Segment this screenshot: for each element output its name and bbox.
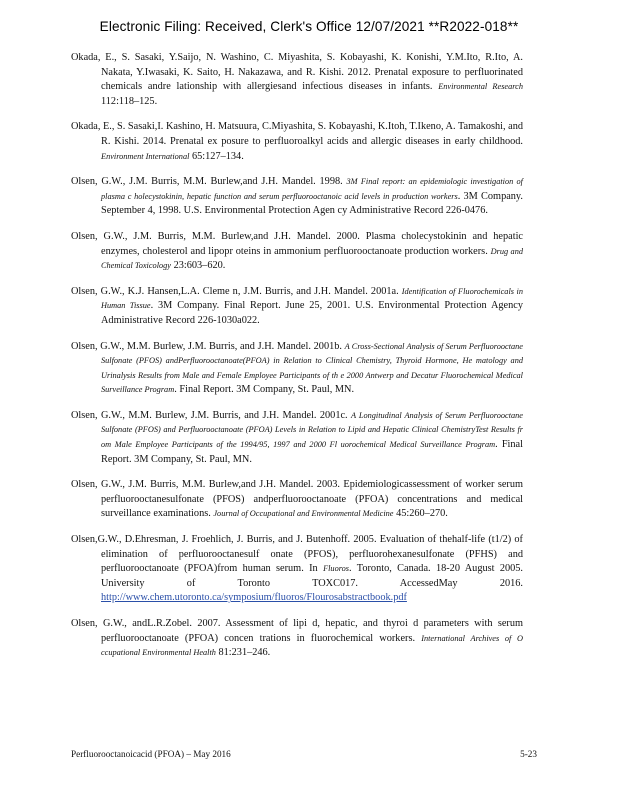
reference-text: Olsen, G.W., M.M. Burlew, J.M. Burris, and J.H. Mandel. 2001c. [71, 409, 348, 421]
reference-entry [71, 409, 523, 467]
reference-text: Olsen, G.W., andL.R.Zobel. 2007. Assessment of lipi d, hepatic, and thyroi d parameters with serum perfluorooctanoate (PFOA) concen trations in fluorochemical workers. [71, 618, 523, 644]
reference-entry [71, 533, 523, 606]
reference-text: Olsen, G.W., K.J. Hansen,L.A. Cleme n, J.M. Burris, and J.H. Mandel. 2001a. [71, 285, 399, 297]
report-title: A Longitudinal Analysis of Serum Perfluorooctane Sulfonate (PFOS) and Perfluorooctanoate (PFOA) Levels in Relation to Lipid and Hepatic Clinical ChemistryTest Results fr om Male Employee Participants of the 1994/95, 1997 and 2000 Fl uorochemical Medical Surveillance Program [101, 410, 523, 450]
reference-list [71, 51, 523, 672]
reference-text: Olsen, G.W., J.M. Burris, M.M. Burlew,and J.H. Mandel. 1998. [71, 176, 343, 188]
reference-citation: . Final Report. 3M Company, St. Paul, MN. [101, 439, 523, 465]
reference-entry [71, 478, 523, 522]
journal-title: Journal of Occupational and Environmental Medicine [213, 509, 394, 519]
reference-entry [71, 340, 523, 398]
reference-citation: . Final Report. 3M Company, St. Paul, MN. [174, 384, 355, 396]
filing-header: Electronic Filing: Received, Clerk's Office 12/07/2021 **R2022-018** [99, 19, 519, 34]
reference-text: Okada, E., S. Sasaki, Y.Saijo, N. Washino, C. Miyashita, S. Kobayashi, K. Konishi, Y.M.Ito, R.Ito, A. Nakata, Y.Iwasaki, K. Saito, H. Nakazawa, and R. Kishi. 2012. Prenatal exposure to perfluorinated chemicals andre lationship with allergiesand infectious diseases in infants. [71, 52, 523, 93]
journal-title: Environmental Research [438, 82, 523, 92]
reference-citation: 23:603–620. [173, 260, 226, 272]
report-title: A Cross-Sectional Analysis of Serum Perfluorooctane Sulfonate (PFOS) andPerfluorooctanoate(PFOA) in Relation to Clinical Chemistry, Thyroid Hormone, He matology and Urinalysis Results from Male and Female Employee Participants of th e 2000 Antwerp and Decatur Fluorochemical Medical Surveillance Program [101, 341, 523, 395]
report-title: 3M Final report: an epidemiologic investigation of plasma c holecystokinin, hepatic function and serum perfluorooctanoic acid levels in production workers [101, 177, 523, 201]
reference-entry [71, 285, 523, 329]
reference-citation: 65:127–134. [192, 150, 244, 162]
reference-url-link[interactable]: http://www.chem.utoronto.ca/symposium/fluoros/Flourosabstractbook.pdf [101, 592, 407, 604]
reference-text: Okada, E., S. Sasaki,I. Kashino, H. Matsuura, C.Miyashita, S. Kobayashi, K.Itoh, T.Ikeno, A. Tamakoshi, and R. Kishi. 2014. Prenatal ex posure to perfluoroalkyl acids and allergic diseases in early childhood. [71, 121, 524, 147]
reference-entry [71, 120, 523, 164]
report-title: Identification of Fluorochemicals in Human Tissue [101, 286, 523, 311]
reference-citation: 112:118–125. [101, 95, 158, 107]
reference-entry [71, 230, 523, 274]
reference-citation: 81:231–246. [218, 647, 271, 659]
reference-text: Olsen, G.W., J.M. Burris, M.M. Burlew,and J.H. Mandel. 2003. Epidemiologicassessment of worker serum perfluorooctanesulfonate (PFOS) andperfluorooctanoate (PFOA) concentrations and medical surveillance examinations. [71, 479, 523, 520]
reference-entry [71, 175, 523, 219]
journal-title: International Archives of O ccupational Environmental Health [101, 633, 523, 658]
reference-citation: . Toronto, Canada. 18-20 August 2005. University of Toronto TOXC017. AccessedMay 2016. [101, 563, 524, 589]
reference-text: Olsen, G.W., J.M. Burris, M.M. Burlew,and J.H. Mandel. 2000. Plasma cholecystokinin and hepatic enzymes, cholesterol and lipopr oteins in ammonium perfluorooctanoate production workers. [71, 230, 523, 257]
reference-citation: . 3M Company. September 4, 1998. U.S. Environmental Protection Agen cy Administrative Record 226-0476. [101, 190, 523, 217]
conference-title: Fluoros [323, 564, 350, 574]
reference-entry [71, 51, 523, 109]
page-number: 5-23 [520, 749, 537, 759]
reference-entry [71, 617, 523, 661]
reference-text: Olsen,G.W., D.Ehresman, J. Froehlich, J. Burris, and J. Butenhoff. 2005. Evaluation of thehalf-life (t1/2) of elimination of perfluorooctanesulf onate (PFOS), perfluorohexanesulfonate (PFHS) and perfluorooctanoate (PFOA)from human serum. In [71, 534, 523, 575]
reference-citation: 45:260–270. [396, 508, 448, 520]
reference-citation: . 3M Company. Final Report. June 25, 2001. U.S. Environmental Protection Agency Administrative Record 226-1030a022. [101, 300, 523, 326]
journal-title: Environment International [101, 151, 190, 161]
journal-title: Drug and Chemical Toxicology [101, 246, 523, 271]
reference-text: Olsen, G.W., M.M. Burlew, J.M. Burris, and J.H. Mandel. 2001b. [71, 340, 342, 352]
footer-document-title: Perfluorooctanoicacid (PFOA) – May 2016 [71, 749, 231, 759]
